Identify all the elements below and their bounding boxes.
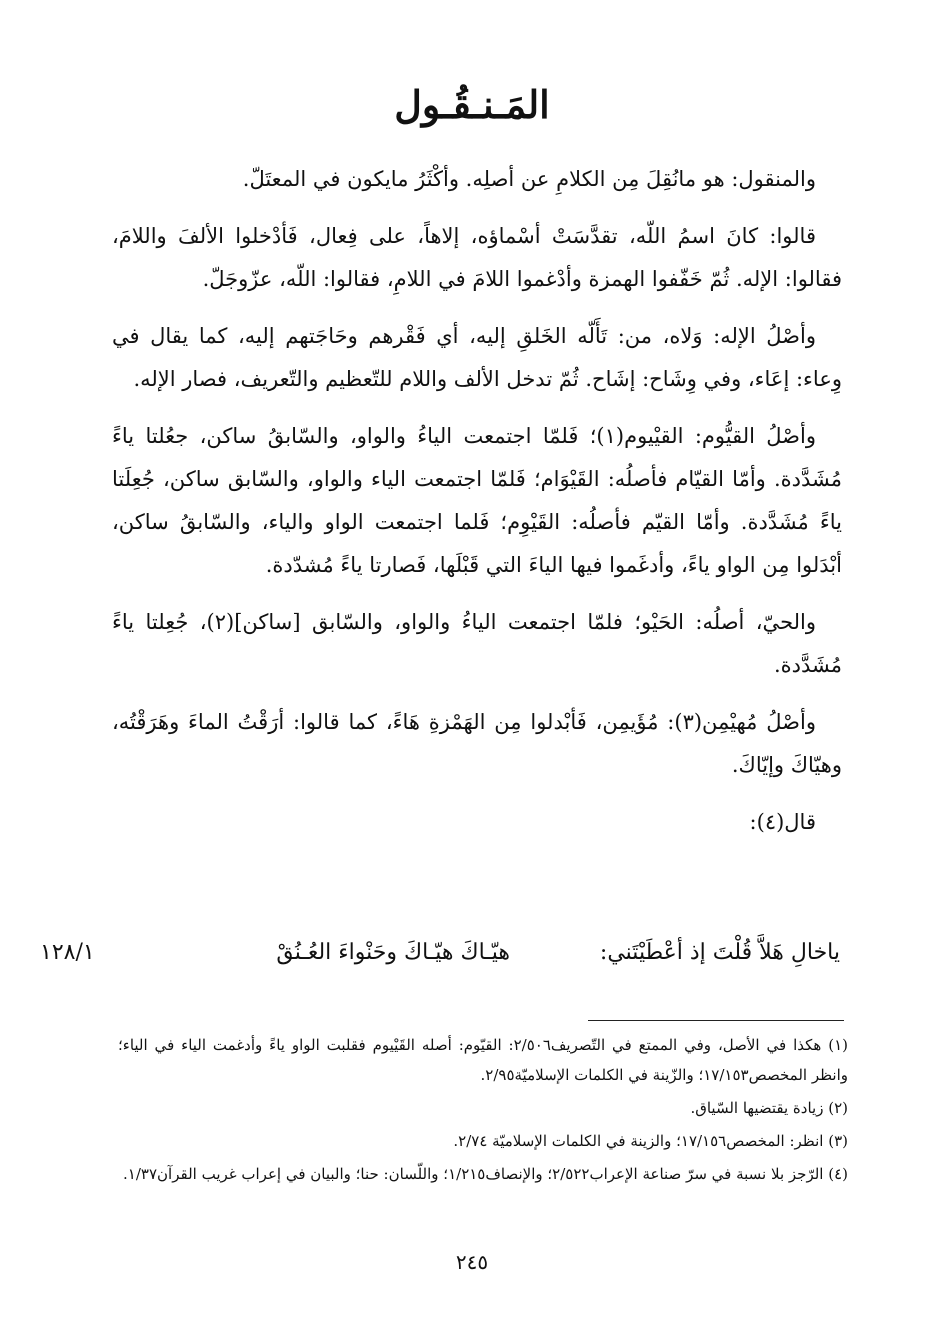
paragraph: والحيّ، أصلُه: الحَيْو؛ فلمّا اجتمعت الياءُ والواو، والسّابق [ساكن](٢)، جُعِلتا ياءً مُشَدَّدة. bbox=[112, 610, 842, 677]
paragraph: والمنقول: هو مانُقِلَ مِن الكلامِ عن أصلِه. وأكْثَرُ مايكون في المعتَلّ. bbox=[242, 167, 816, 191]
poetry-verse bbox=[40, 940, 840, 988]
verse-hemistich-first: ياخالِ هَلاَّ قُلْتَ إذ أعْطَيْتَني: bbox=[599, 940, 840, 965]
paragraph: قالوا: كانَ اسمُ اللّه، تقدَّسَتْ أسْماؤه، إلاهاً، على فِعال، فَأدْخلوا الألفَ واللامَ، فقالوا: الإله. ثُمّ خَفّفوا الهمزة وأدْغموا اللامَ في اللامِ، فقالوا: اللّه، عزّوجَلّ. bbox=[112, 224, 842, 291]
paragraph: وأصْلُ القيُّوم: القيْيوم(١)؛ فَلمّا اجتمعت الياءُ والواو، والسّابقُ ساكن، جعُلتا ياءً مُشَدَّدة. وأمّا القيّام فأصلُه: القَيْوَام؛ فَلمّا اجتمعت الياء والواو، والسّابق ساكن، جُعِلَتا ياءً مُشَدَّدة. وأمّا القيّم فأصلُه: القَيْوِم؛ فَلما اجتمعت الواو والياء، والسّابقُ ساكن، أبْدَلوا مِن الواو ياءً، وأدغَموا فيها الياءَ التي قَبْلَها، فَصارتا ياءً مُشدّدة. bbox=[112, 424, 842, 577]
footnote: (٣) انظر: المخصص١٧/١٥٦؛ والزينة في الكلمات الإسلاميّة ٢/٧٤. bbox=[453, 1132, 848, 1150]
footnote-separator bbox=[588, 1020, 844, 1021]
footnote: (٤) الرّجز بلا نسبة في سرّ صناعة الإعراب٢/٥٢٢؛ والإنصاف١/٢١٥؛ واللّسان: حنا؛ والبيان في إعراب غريب القرآن١/٣٧. bbox=[123, 1165, 848, 1183]
verse-introduction: قال(٤): bbox=[749, 810, 816, 834]
footnote: (١) هكذا في الأصل، وفي الممتع في التّصريف٢/٥٠٦: القيّوم: أصله القَيْيوم فقلبت الواو ياءً وأدغمت الياء في الياء؛ وانظر المخصص١٧/١٥٣؛ والزّينة في الكلمات الإسلاميّة٢/٩٥. bbox=[118, 1036, 848, 1084]
footnotes bbox=[118, 1030, 848, 1192]
main-text bbox=[112, 158, 842, 850]
page-title: المَـنـقُـول bbox=[394, 82, 550, 127]
page-number: ٢٤٥ bbox=[455, 1250, 489, 1274]
paragraph: وأصْلُ مُهيْمِن(٣): مُؤَيمِن، فَأبْدلوا مِن الهَمْزةِ هَاءً، كما قالوا: أرَقْتُ الماءَ وهَرَقْتُه، وهيّاكَ وإيّاكَ. bbox=[112, 710, 842, 777]
verse-hemistich-second: هيّـاكَ هيّـاكَ وحَنْواءَ العُـنُقْ bbox=[276, 940, 510, 965]
margin-reference: ١٢٨/١ bbox=[40, 940, 95, 965]
paragraph: وأصْلُ الإله: وَلاه، من: تَأَلّه الخَلقِ إليه، أي فَقْرهم وحَاجَتهم إليه، كما يقال في وِعاء: إعَاء، وفي وِشَاح: إشَاح. ثُمّ تدخل الألف واللام للتّعظيم والتّعريف، فصار الإله. bbox=[112, 324, 842, 391]
footnote: (٢) زيادة يقتضيها السّياق. bbox=[690, 1099, 848, 1117]
